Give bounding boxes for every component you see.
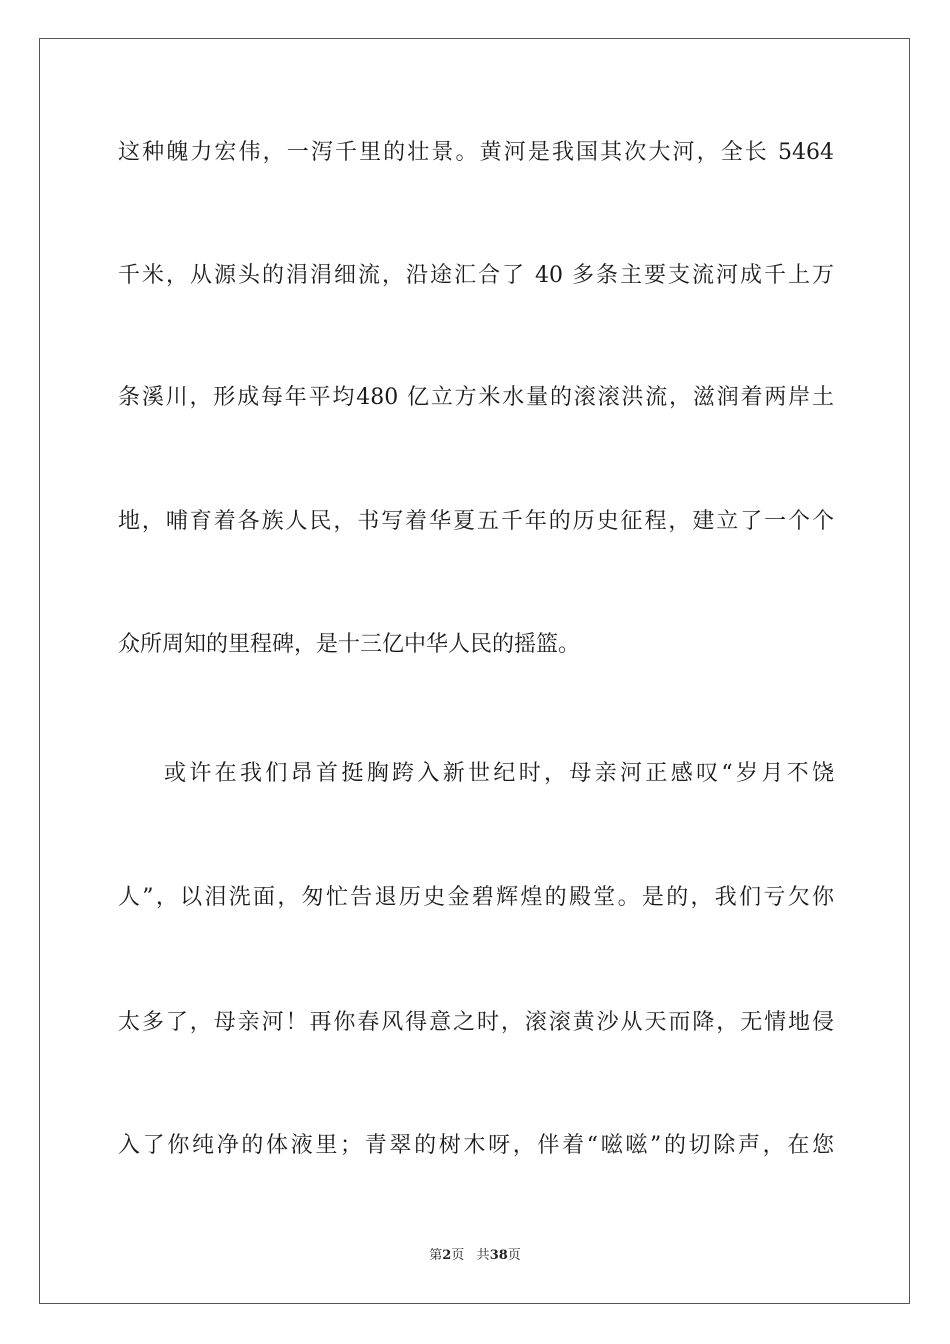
text-line: 地，哺育着各族人民，书写着华夏五千年的历史征程，建立了一个个	[118, 509, 834, 534]
text-line: 这种魄力宏伟，一泻千里的壮景。黄河是我国其次大河，全长 5464	[118, 140, 834, 165]
text-line: 众所周知的里程碑，是十三亿中华人民的摇篮。	[118, 632, 581, 657]
current-page-number: 2	[442, 1248, 452, 1263]
footer-page-word: 页	[451, 1248, 465, 1263]
text-line: 或许在我们昂首挺胸跨入新世纪时，母亲河正感叹“岁月不饶	[164, 761, 834, 786]
page-footer	[0, 1246, 950, 1266]
footer-total-prefix: 共	[476, 1248, 490, 1263]
text-line: 入了你纯净的体液里；青翠的树木呀，伴着“嗞嗞”的切除声，在您	[118, 1133, 834, 1158]
page-border	[39, 38, 910, 1304]
text-line: 太多了，母亲河！再你春风得意之时，滚滚黄沙从天而降，无情地侵	[118, 1010, 834, 1035]
total-page-count: 38	[489, 1248, 508, 1263]
text-line: 条溪川，形成每年平均480 亿立方米水量的滚滚洪流，滋润着两岸土	[118, 385, 834, 410]
footer-total-suffix: 页	[507, 1248, 521, 1263]
footer-prefix: 第	[429, 1248, 443, 1263]
text-line: 千米，从源头的涓涓细流，沿途汇合了 40 多条主要支流河成千上万	[118, 263, 834, 288]
text-line: 人”，以泪洗面，匆忙告退历史金碧辉煌的殿堂。是的，我们亏欠你	[118, 885, 834, 910]
